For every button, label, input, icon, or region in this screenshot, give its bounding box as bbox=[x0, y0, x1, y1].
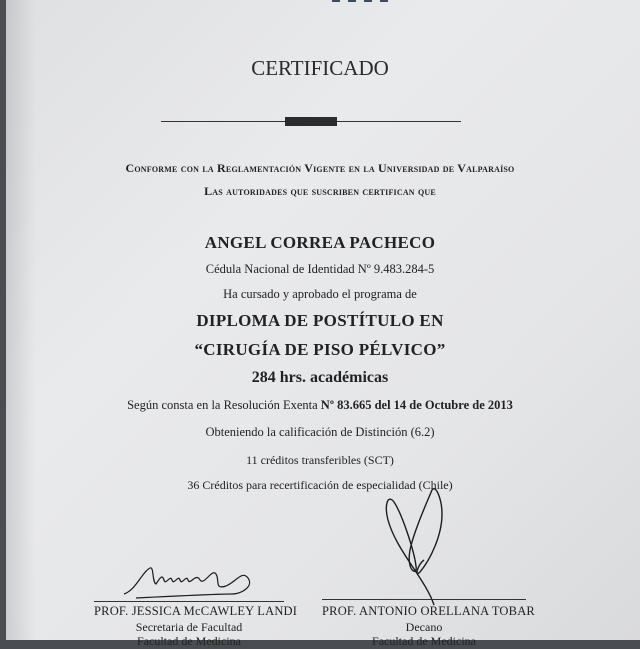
left-signature bbox=[116, 560, 276, 602]
regulation-statement: Conforme con la Reglamentación Vigente en la Universidad de Valparaíso bbox=[125, 161, 515, 175]
left-signatory-name: PROF. JESSICA McCAWLEY LANDI bbox=[94, 604, 298, 618]
title-divider-bar bbox=[285, 117, 337, 126]
left-signatory-role: Secretaria de Facultad bbox=[135, 620, 243, 634]
left-signatory-unit: Facultad de Medicina bbox=[137, 634, 241, 648]
program-intro-line: Ha cursado y aprobado el programa de bbox=[223, 287, 417, 301]
right-signature-line bbox=[322, 599, 526, 600]
top-cropped-lettering bbox=[332, 0, 394, 6]
resolution-prefix: Según consta en la Resolución Exenta bbox=[127, 398, 321, 412]
academic-hours: 284 hrs. académicas bbox=[251, 369, 389, 386]
credits-line: 11 créditos transferibles (SCT) bbox=[246, 453, 394, 467]
authorities-statement: Las autoridades que suscriben certifican que bbox=[204, 184, 436, 198]
diploma-title-line-2: “CIRUGÍA DE PISO PÉLVICO” bbox=[194, 340, 446, 359]
right-signature bbox=[376, 480, 466, 610]
resolution-line bbox=[0, 398, 640, 413]
certificate-title: CERTIFICADO bbox=[251, 56, 389, 80]
resolution-number: Nº 83.665 del 14 de Octubre de 2013 bbox=[320, 398, 513, 412]
right-signatory-name: PROF. ANTONIO ORELLANA TOBAR bbox=[322, 604, 535, 618]
national-id-line: Cédula Nacional de Identidad Nº 9.483.284-5 bbox=[205, 262, 435, 276]
grade-line: Obteniendo la calificación de Distinción (6.2) bbox=[205, 425, 435, 439]
diploma-title-line-1: DIPLOMA DE POSTÍTULO EN bbox=[196, 311, 444, 330]
right-signatory-role: Decano bbox=[405, 620, 443, 634]
certificate-paper bbox=[6, 0, 640, 648]
left-signature-line bbox=[94, 601, 284, 602]
recertification-line: 36 Créditos para recertificación de especialidad (Chile) bbox=[187, 478, 453, 492]
recipient-name: ANGEL CORREA PACHECO bbox=[204, 233, 436, 252]
right-signatory-unit: Facultad de Medicina bbox=[372, 634, 476, 648]
